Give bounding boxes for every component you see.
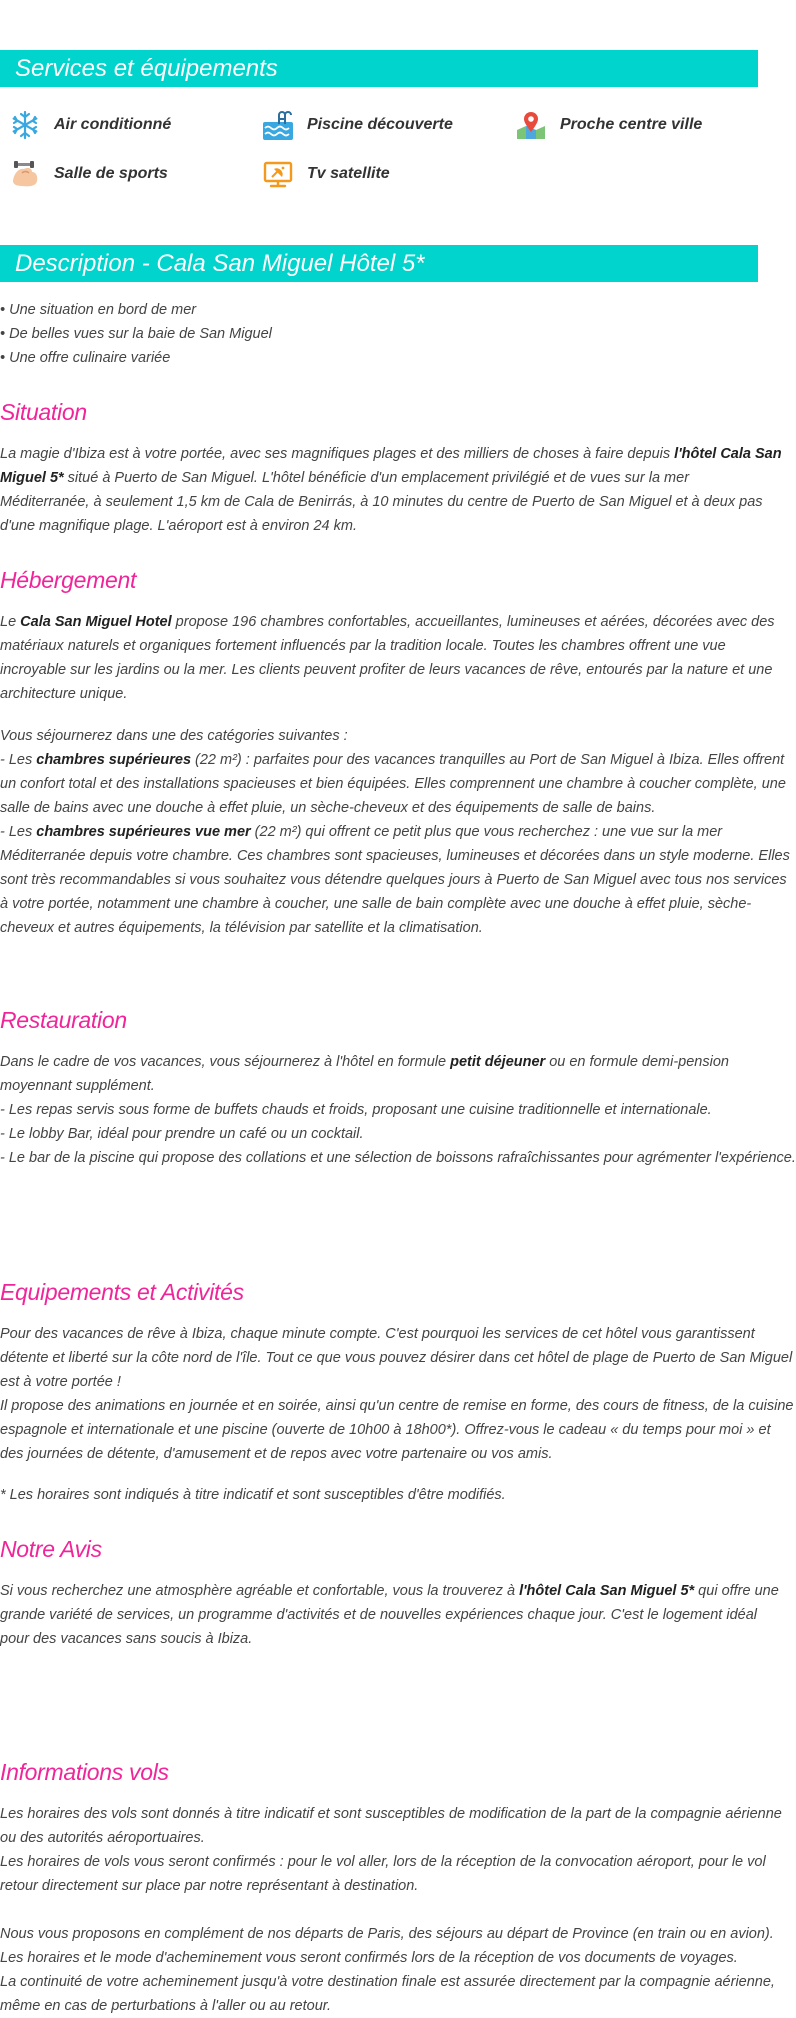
avis-text: Si vous recherchez une atmosphère agréable et confortable, vous la trouverez à l'hôtel Cala San Miguel 5* qui offre une grande variété de services, un programme d'activités et de nouvelles expériences chaque jour. C'est le logement idéal pour des vacances sans soucis à Ibiza.	[0, 1583, 779, 1647]
hebergement-text: Le Cala San Miguel Hotel propose 196 chambres confortables, accueillantes, lumineuses et aérées, décorées avec des matériaux naturels et organiques fortement influencés par la tradition locale. Toutes les chambres offrent une vue incroyable sur les jardins ou la mer. Les clients peuvent profiter de leurs vacances de rêve, entourés par la nature et une architecture unique.	[0, 614, 775, 702]
hours-note: * Les horaires sont indiqués à titre indicatif et sont susceptibles d'être modifiés.	[0, 1487, 506, 1503]
map-pin-icon	[516, 110, 546, 140]
list-item: • Une situation en bord de mer	[0, 302, 197, 318]
hotel-name: l'hôtel Cala San	[674, 446, 782, 462]
avis-heading: Notre Avis	[0, 1536, 102, 1562]
situation-heading: Situation	[0, 399, 87, 425]
hebergement-heading: Hébergement	[0, 567, 137, 593]
service-satellite-tv	[263, 157, 390, 191]
service-pool	[263, 108, 453, 142]
vols-province-text: Nous vous proposons en complément de nos départs de Paris, des séjours au départ de Province (en train ou en avion). Les horaires et le mode d'acheminement vous seront confirmés lors de la réception de vos documents de voyages. La continuité de votre acheminement jusqu'à votre destination finale est assurée directement par la compagnie aérienne, même en cas de perturbations à l'aller ou au retour.	[0, 1926, 775, 2014]
dumbbell-icon	[10, 159, 40, 189]
service-label: Air conditionné	[54, 116, 172, 133]
room-categories-text: Vous séjournerez dans une des catégories suivantes : - Les chambres supérieures (22 m²) : parfaites pour des vacances tranquilles au Port de San Miguel à Ibiza. Elles offrent un confort total et des installations spacieuses et bien équipées. Elles comprennent une chambre à coucher complète, une salle de bains avec une douche à effet pluie, un sèche-cheveux et des équipements de salle de bains. - Les chambres supérieures vue mer (22 m²) qui offrent ce petit plus que vous recherchez : une vue sur la mer Méditerranée depuis votre chambre. Ces chambres sont spacieuses, lumineuses et décorées dans un style moderne. Elles sont très recommandables si vous souhaitez vous détendre quelques jours à Puerto de San Miguel avec tous nos services à votre portée, notamment une chambre à coucher, une salle de bain complète avec une douche à effet pluie, sèche- cheveux et autres équipements, la télévision par satellite et la climatisation.	[0, 728, 790, 936]
restauration-heading: Restauration	[0, 1007, 127, 1033]
restauration-text: Dans le cadre de vos vacances, vous séjournerez à l'hôtel en formule petit déjeuner ou en formule demi-pension moyennant supplément. - Les repas servis sous forme de buffets chauds et froids, proposant une cuisine traditionnelle et internationale. - Le lobby Bar, idéal pour prendre un café ou un cocktail. - Le bar de la piscine qui propose des collations et une sélection de boissons rafraîchissantes pour agrémenter l'expérience.	[0, 1054, 796, 1166]
service-label: Tv satellite	[307, 165, 390, 182]
description-title: Description - Cala San Miguel Hôtel 5*	[15, 250, 425, 277]
service-label: Proche centre ville	[560, 116, 703, 133]
equipements-heading: Equipements et Activités	[0, 1279, 244, 1305]
hotel-name: l'hôtel Cala San Miguel 5*	[519, 1583, 695, 1599]
hotel-name: Miguel 5*	[0, 470, 64, 486]
highlights-list	[0, 298, 272, 370]
pool-icon	[263, 110, 293, 140]
services-title: Services et équipements	[15, 55, 278, 82]
description-banner	[0, 245, 758, 282]
service-label: Piscine découverte	[307, 116, 453, 133]
service-city-center	[516, 108, 702, 142]
services-banner	[0, 50, 758, 87]
vols-heading: Informations vols	[0, 1759, 169, 1785]
situation-text: La magie d'Ibiza est à votre portée, avec ses magnifiques plages et des milliers de choses à faire depuis l'hôtel Cala San Miguel 5* situé à Puerto de San Miguel. L'hôtel bénéficie d'un emplacement privilégié et de vues sur la mer Méditerranée, à seulement 1,5 km de Cala de Benirrás, à 10 minutes du centre de Puerto de San Miguel et à deux pas d'une magnifique plage. L'aéroport est à environ 24 km.	[0, 446, 782, 534]
list-item: • De belles vues sur la baie de San Miguel	[0, 326, 272, 342]
list-item: • Une offre culinaire variée	[0, 350, 171, 366]
vols-text: Les horaires des vols sont donnés à titre indicatif et sont susceptibles de modification de la part de la compagnie aérienne ou des autorités aéroportuaires. Les horaires de vols vous seront confirmés : pour le vol aller, lors de la réception de la convocation aéroport, pour le vol retour directement sur place par notre représentant à destination.	[0, 1806, 782, 1894]
equipements-text: Pour des vacances de rêve à Ibiza, chaque minute compte. C'est pourquoi les services de cet hôtel vous garantissent détente et liberté sur la côte nord de l'île. Tout ce que vous pouvez désirer dans cet hôtel de plage de Puerto de San Miguel est à votre portée ! Il propose des animations en journée et en soirée, ainsi qu'un centre de remise en forme, des cours de fitness, de la cuisine espagnole et internationale et une piscine (ouverte de 10h00 à 18h00*). Offrez-vous le cadeau « du temps pour moi » et des journées de détente, d'amusement et de repos avec votre partenaire ou vos amis.	[0, 1326, 794, 1462]
service-air-conditioning	[10, 108, 171, 142]
service-label: Salle de sports	[54, 165, 168, 182]
tv-icon	[263, 159, 293, 189]
snowflake-icon	[10, 110, 40, 140]
service-gym	[10, 157, 168, 191]
